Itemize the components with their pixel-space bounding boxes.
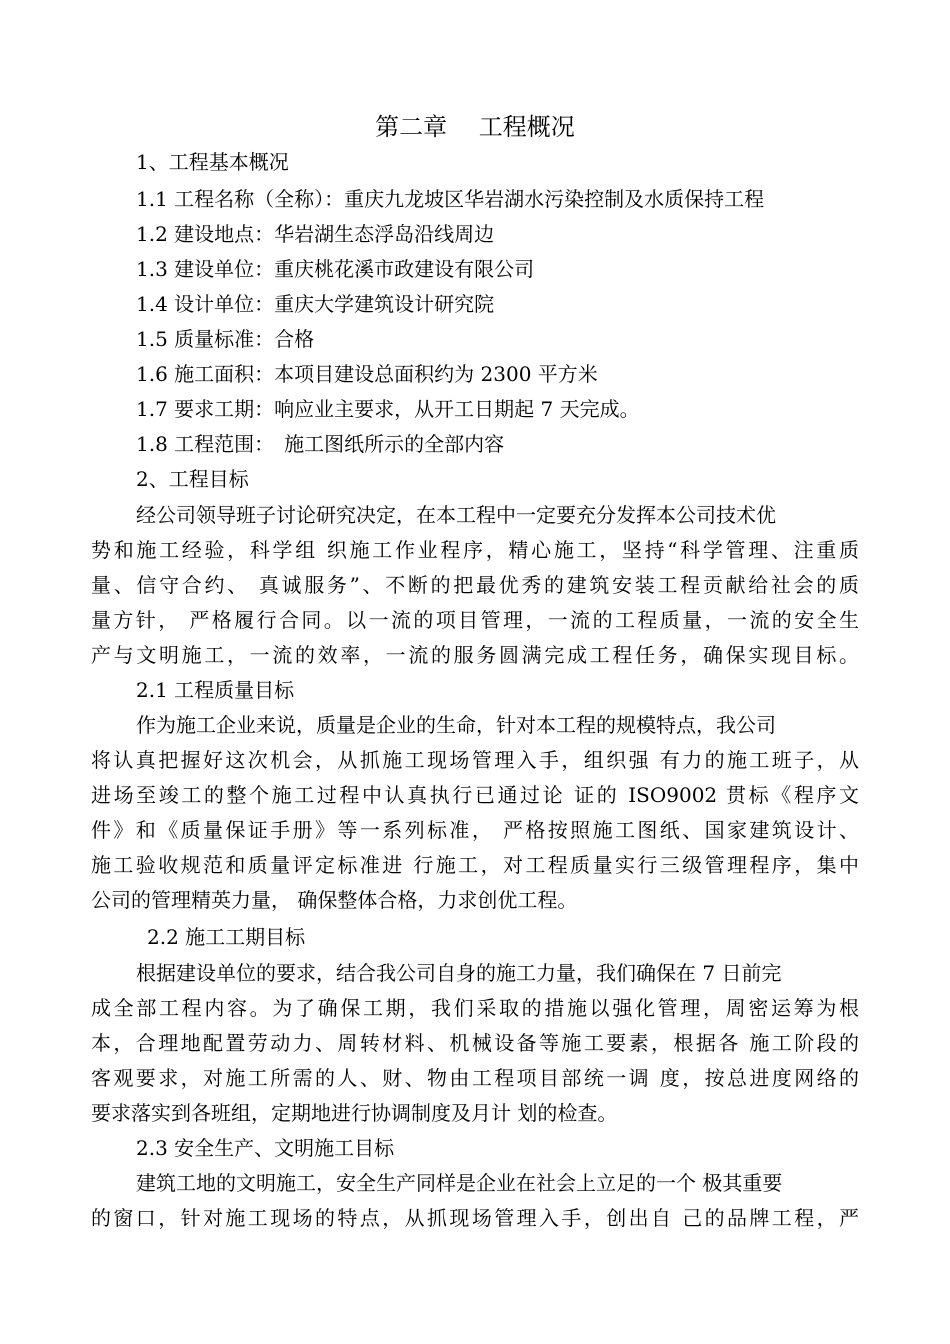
- section-heading: 2、工程目标: [136, 467, 249, 491]
- paragraph-line: 进场至竣工的整个施工过程中认真执行已通过论 证的 ISO9002 贯标《程序文: [91, 783, 859, 807]
- paragraph-line: 建筑工地的文明施工，安全生产同样是企业在社会上立足的一个 极其重要: [136, 1171, 783, 1195]
- paragraph-line: 件》和《质量保证手册》等一系列标准， 严格按照施工图纸、国家建筑设计、: [91, 818, 859, 842]
- paragraph-line: 客观要求，对施工所需的人、财、物由工程项目部统一调 度，按总进度网络的: [91, 1066, 859, 1090]
- paragraph-line: 作为施工企业来说，质量是企业的生命，针对本工程的规模特点，我公司: [136, 713, 776, 737]
- info-item: 1.3 建设单位：重庆桃花溪市政建设有限公司: [136, 257, 535, 281]
- paragraph-line: 产与文明施工，一流的效率，一流的服务圆满完成工程任务，确保实现目标。: [91, 643, 859, 667]
- section-heading: 2.2 施工工期目标: [147, 925, 306, 949]
- info-item: 1.7 要求工期：响应业主要求，从开工日期起 7 天完成。: [136, 397, 640, 421]
- section-heading: 1、工程基本概况: [136, 150, 289, 174]
- chapter-title: 第二章 工程概况: [375, 113, 575, 141]
- section-heading: 2.1 工程质量目标: [136, 678, 295, 702]
- paragraph-line: 将认真把握好这次机会，从抓施工现场管理入手，组织强 有力的施工班子，从: [91, 748, 859, 772]
- info-item: 1.1 工程名称（全称）：重庆九龙坡区华岩湖水污染控制及水质保持工程: [136, 187, 765, 211]
- info-item: 1.4 设计单位：重庆大学建筑设计研究院: [136, 292, 495, 316]
- paragraph-line: 成全部工程内容。为了确保工期，我们采取的措施以强化管理，周密运筹为根: [91, 996, 859, 1020]
- info-item: 1.5 质量标准：合格: [136, 327, 315, 351]
- paragraph-line: 公司的管理精英力量， 确保整体合格，力求创优工程。: [91, 888, 578, 912]
- paragraph-line: 的窗口，针对施工现场的特点，从抓现场管理入手，创出自 己的品牌工程，严: [91, 1206, 859, 1230]
- paragraph-line: 本，合理地配置劳动力、周转材料、机械设备等施工要素，根据各 施工阶段的: [91, 1031, 859, 1055]
- paragraph-line: 量、信守合约、 真诚服务”、不断的把最优秀的建筑安装工程贡献给社会的质: [91, 573, 859, 597]
- section-heading: 2.3 安全生产、文明施工目标: [136, 1136, 395, 1160]
- info-item: 1.2 建设地点：华岩湖生态浮岛沿线周边: [136, 222, 495, 246]
- paragraph-line: 根据建设单位的要求，结合我公司自身的施工力量，我们确保在 7 日前完: [136, 961, 782, 985]
- paragraph-line: 势和施工经验，科学组 织施工作业程序，精心施工，坚持“科学管理、注重质: [91, 538, 859, 562]
- info-item: 1.6 施工面积：本项目建设总面积约为 2300 平方米: [136, 362, 598, 386]
- paragraph-line: 施工验收规范和质量评定标准进 行施工，对工程质量实行三级管理程序，集中: [91, 853, 859, 877]
- paragraph-line: 要求落实到各班组，定期地进行协调制度及月计 划的检查。: [91, 1101, 618, 1125]
- info-item: 1.8 工程范围： 施工图纸所示的全部内容: [136, 432, 505, 456]
- paragraph-line: 经公司领导班子讨论研究决定，在本工程中一定要充分发挥本公司技术优: [136, 503, 776, 527]
- paragraph-line: 量方针， 严格履行合同。以一流的项目管理，一流的工程质量，一流的安全生: [91, 608, 859, 632]
